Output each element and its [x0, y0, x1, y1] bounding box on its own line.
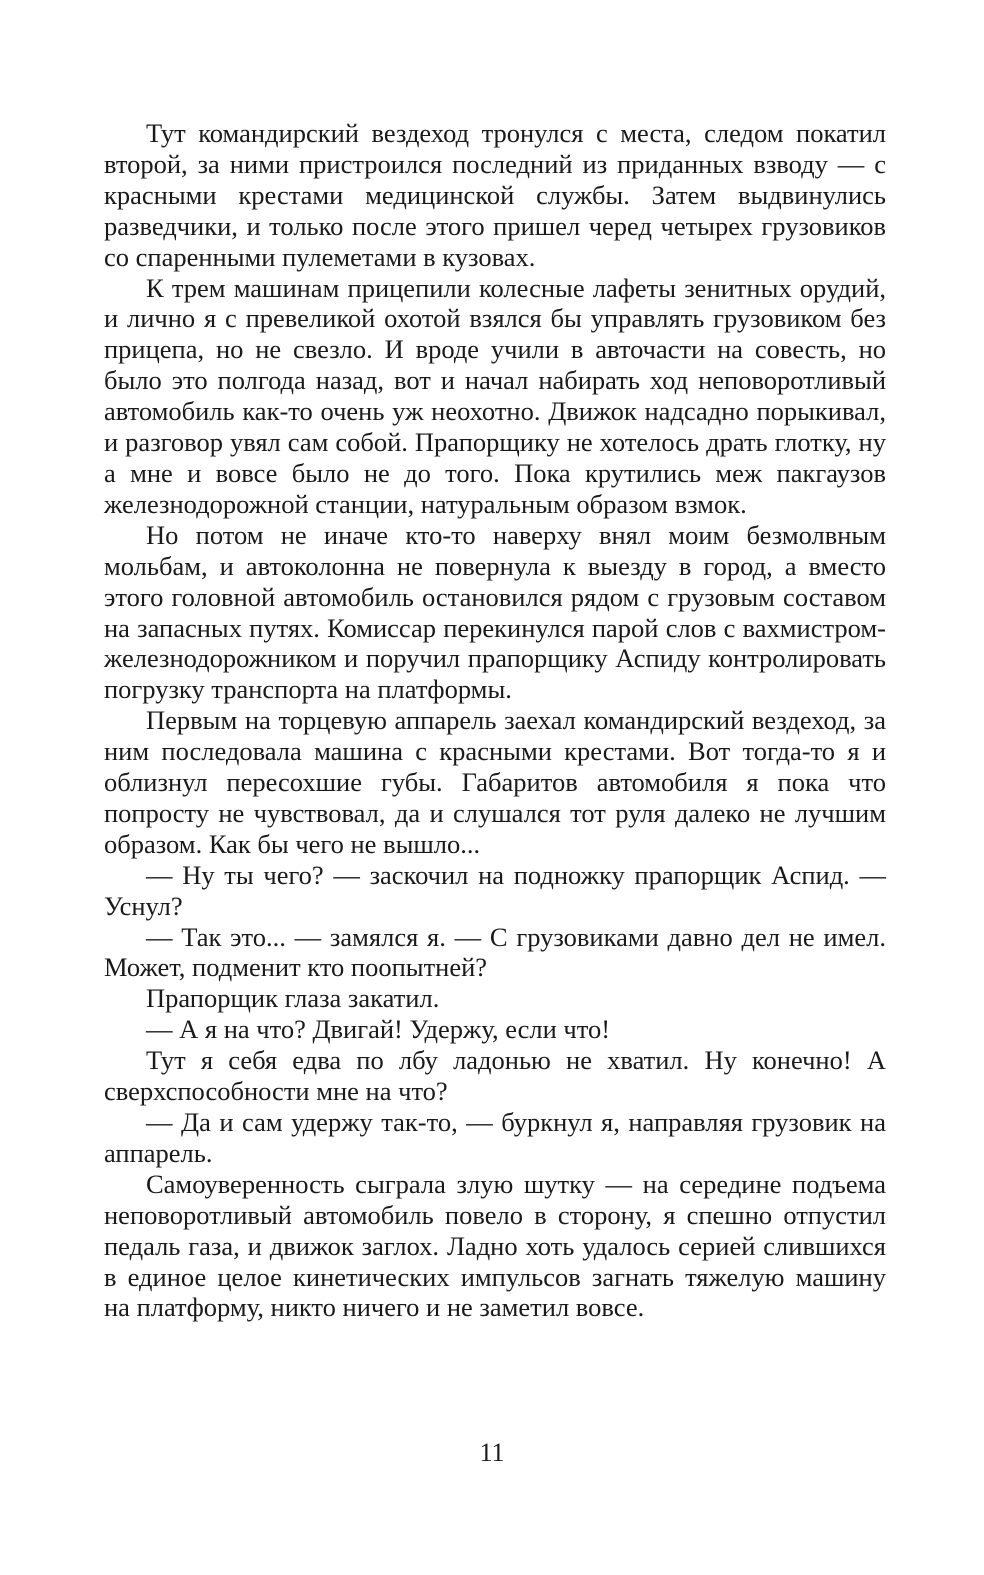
page-number: 11	[479, 1438, 505, 1467]
paragraph-3: Но потом не иначе кто-то наверху внял моим безмолвным мольбам, и автоколонна не повернула к выезду в город, а вместо этого головной автомобиль остановился рядом с грузовым составом на запасных путях. Комиссар перекинулся парой слов с вахмистром-железнодорожником и поручил прапорщику Аспиду контролировать погрузку транспорта на платформы.	[104, 519, 886, 705]
dialogue-line-3: — А я на что? Двигай! Удержу, если что!	[146, 1014, 611, 1045]
paragraph-6: Тут я себя едва по лбу ладонью не хватил. Ну конечно! А сверхспособности мне на что?	[104, 1045, 886, 1107]
paragraph-5: Прапорщик глаза закатил.	[146, 983, 440, 1014]
paragraph-2: К трем машинам прицепили колесные лафеты зенитных орудий, и лично я с превеликой охотой взялся бы управлять грузовиком без прицепа, но не свезло. И вроде учили в авточасти на совесть, но было это полгода назад, вот и начал набирать ход неповоротливый автомобиль как-то очень уж неохотно. Движок надсадно порыкивал, и разговор увял сам собой. Прапорщику не хотелось драть глотку, ну а мне и вовсе было не до того. Пока крутились меж пакгаузов железнодорожной станции, натуральным образом взмок.	[104, 272, 886, 519]
dialogue-line-1: — Ну ты чего? — заскочил на подножку прапорщик Аспид. — Уснул?	[104, 859, 886, 921]
paragraph-1: Тут командирский вездеход тронулся с места, следом покатил второй, за ними пристроился последний из приданных взводу — с красными крестами медицинской службы. Затем выдвинулись разведчики, и только после этого пришел черед четырех грузовиков со спаренными пулеметами в кузовах.	[104, 118, 886, 272]
paragraph-7: Самоуверенность сыграла злую шутку — на середине подъема неповоротливый автомобиль повело в сторону, я спешно отпустил педаль газа, и движок заглох. Ладно хоть удалось серией слившихся в единое целое кинетических импульсов загнать тяжелую машину на платформу, никто ничего и не заметил вовсе.	[104, 1168, 886, 1323]
book-page-text	[104, 118, 886, 1518]
dialogue-line-4: — Да и сам удержу так-то, — буркнул я, направляя грузовик на аппарель.	[104, 1107, 886, 1168]
dialogue-line-2: — Так это... — замялся я. — С грузовиками давно дел не имел. Может, подменит кто поопытней?	[104, 921, 886, 983]
paragraph-4: Первым на торцевую аппарель заехал командирский вездеход, за ним последовала машина с красными крестами. Вот тогда-то я и облизнул пересохшие губы. Габаритов автомобиля я пока что попросту не чувствовал, да и слушался тот руля далеко не лучшим образом. Как бы чего не вышло...	[104, 705, 886, 859]
